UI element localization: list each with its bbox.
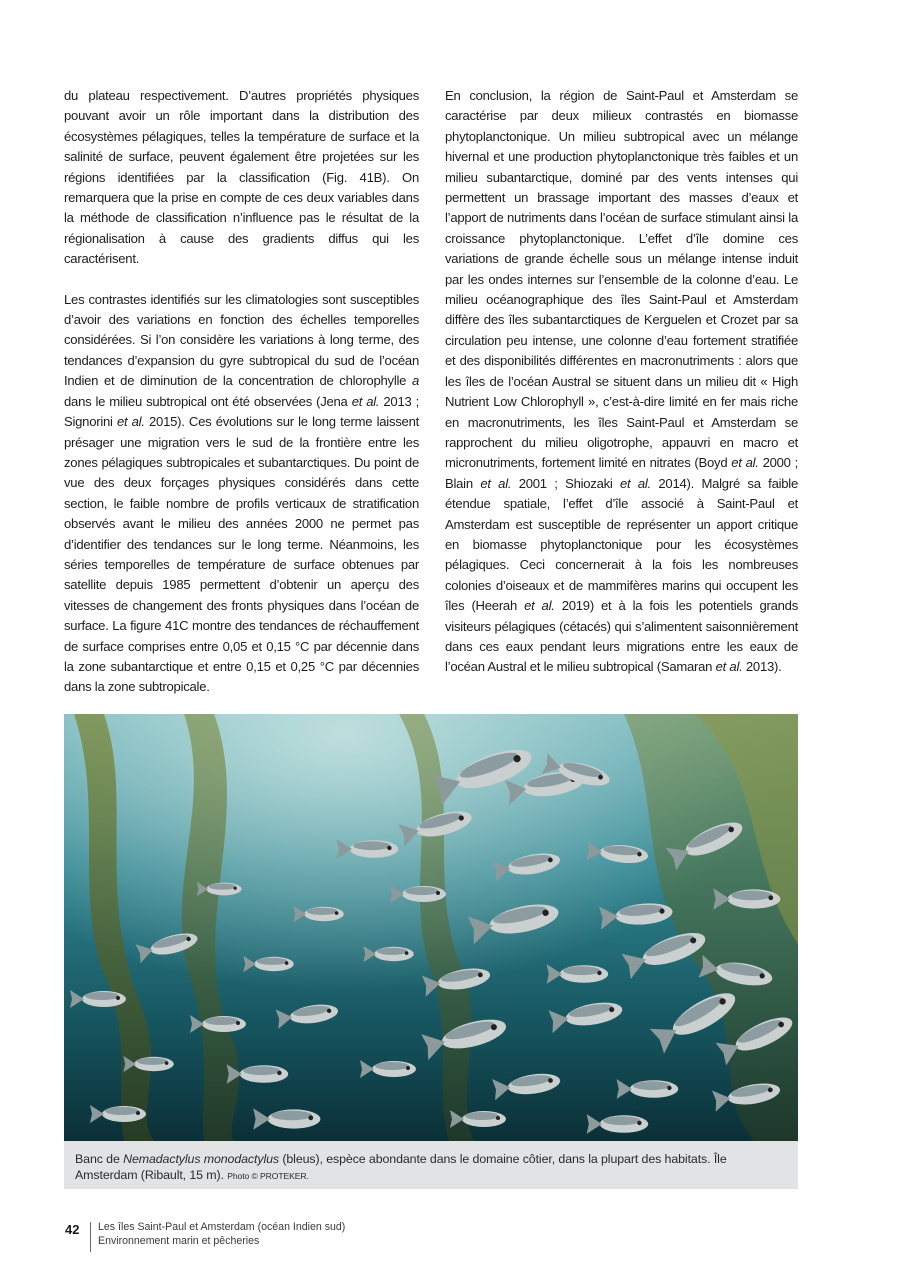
photo-caption: Banc de Nemadactylus monodactylus (bleus), espèce abondante dans le domaine côtier, dans la plupart des habitats. Île Amsterdam (Ribault, 15 m). Photo © PROTEKER. <box>64 1141 798 1189</box>
photo-credit: Photo © PROTEKER. <box>227 1171 309 1181</box>
fish-school-photo <box>64 714 798 1141</box>
paragraph-left-2: Les contrastes identifiés sur les climatologies sont susceptibles d’avoir des variations en fonction des échelles temporelles considérées. Si l’on considère les variations à long terme, des tendances d’expansion du gyre subtropical du sud de l’océan Indien et de diminution de la concentration de chlorophylle a dans le milieu subtropical ont été observées (Jena et al. 2013 ; Signorini et al. 2015). Ces évolutions sur le long terme laissent présager une migration vers le sud de la frontière entre les zones pélagiques subtropicales et subantarctiques. Du point de vue des deux forçages physiques considérés dans cette section, le faible nombre de profils verticaux de stratification observés avant le milieu des années 2000 ne permet pas d’identifier des tendances sur le long terme. Néanmoins, les séries temporelles de température de surface obtenues par satellite depuis 1985 permettent d’obtenir un aperçu des vitesses de changement des fronts physiques dans l’océan de surface. La figure 41C montre des tendances de réchauffement de surface comprises entre 0,05 et 0,15 °C par décennie dans la zone subantarctique et entre 0,15 et 0,25 °C par décennies dans la zone subtropicale. <box>64 291 420 695</box>
paragraph-right-1: En conclusion, la région de Saint-Paul et Amsterdam se caractérise par deux milieux contrastés en biomasse phytoplanctonique. Un milieu subtropical avec un mélange hivernal et une production phytoplanctonique très faibles et un milieu subantarctique, dominé par des vents intenses qui permettent un brassage important des masses d’eaux et l’apport de nutriments dans l’océan de surface stimulant ainsi la croissance phytoplanctonique. L’effet d’île domine ces variations de grande échelle sous un mélange intense induit par les ondes internes sur l’ensemble de la colonne d’eau. Le milieu océanographique des îles Saint-Paul et Amsterdam diffère des îles subantarctiques de Kerguelen et Crozet par sa circulation peu intense, une colonne d’eau fortement stratifiée et des disponibilités différentes en macronutriments : alors que les îles de l’océan Austral se situent dans un milieu dit « High Nutrient Low Chlorophyll », c’est-à-dire limité en fer mais riche en macronutriments, les îles Saint-Paul et Amsterdam se rapprochent du milieu oligotrophe, appauvri en macro et micronutriments, fortement limité en nitrates (Boyd et al. 2000 ; Blain et al. 2001 ; Shiozaki et al. 2014). Malgré sa faible étendue spatiale, l’effet d’île associé à Saint-Paul et Amsterdam est susceptible de représenter un apport critique en biomasse phytoplanctonique pour les écosystèmes pélagiques. Ceci concernerait à la fois les nombreuses colonies d’oiseaux et de mammifères marins qui occupent les îles (Heerah et al. 2019) et à la fois les potentiels grands visiteurs pélagiques (cétacés) qui s’alimentent saisonnièrement dans ces eaux pendant leurs migrations entre les eaux de l’océan Austral et le milieu subtropical (Samaran et al. 2013). <box>445 88 798 675</box>
footer-line-1: Les îles Saint-Paul et Amsterdam (océan Indien sud) <box>98 1221 346 1233</box>
footer-book-title <box>98 1221 345 1249</box>
footer-divider <box>90 1222 91 1252</box>
footer-line-2: Environnement marin et pêcheries <box>98 1234 260 1247</box>
page-number: 42 <box>65 1222 80 1237</box>
underwater-illustration <box>64 714 798 1141</box>
paragraph-left-1: du plateau respectivement. D’autres propriétés physiques pouvant avoir un rôle important dans la distribution des écosystèmes pélagiques, telles la température de surface et la salinité de surface, peuvent également être projetées sur les régions identifiées par la classification (Fig. 41B). On remarquera que la prise en compte de ces deux variables dans la méthode de classification n’influence pas le résultat de la régionalisation à cause des gradients diffus qui les caractérisent. <box>64 88 419 267</box>
text-column-left <box>64 86 419 698</box>
text-column-right <box>445 86 798 678</box>
species-name: Nemadactylus monodactylus <box>123 1152 280 1166</box>
